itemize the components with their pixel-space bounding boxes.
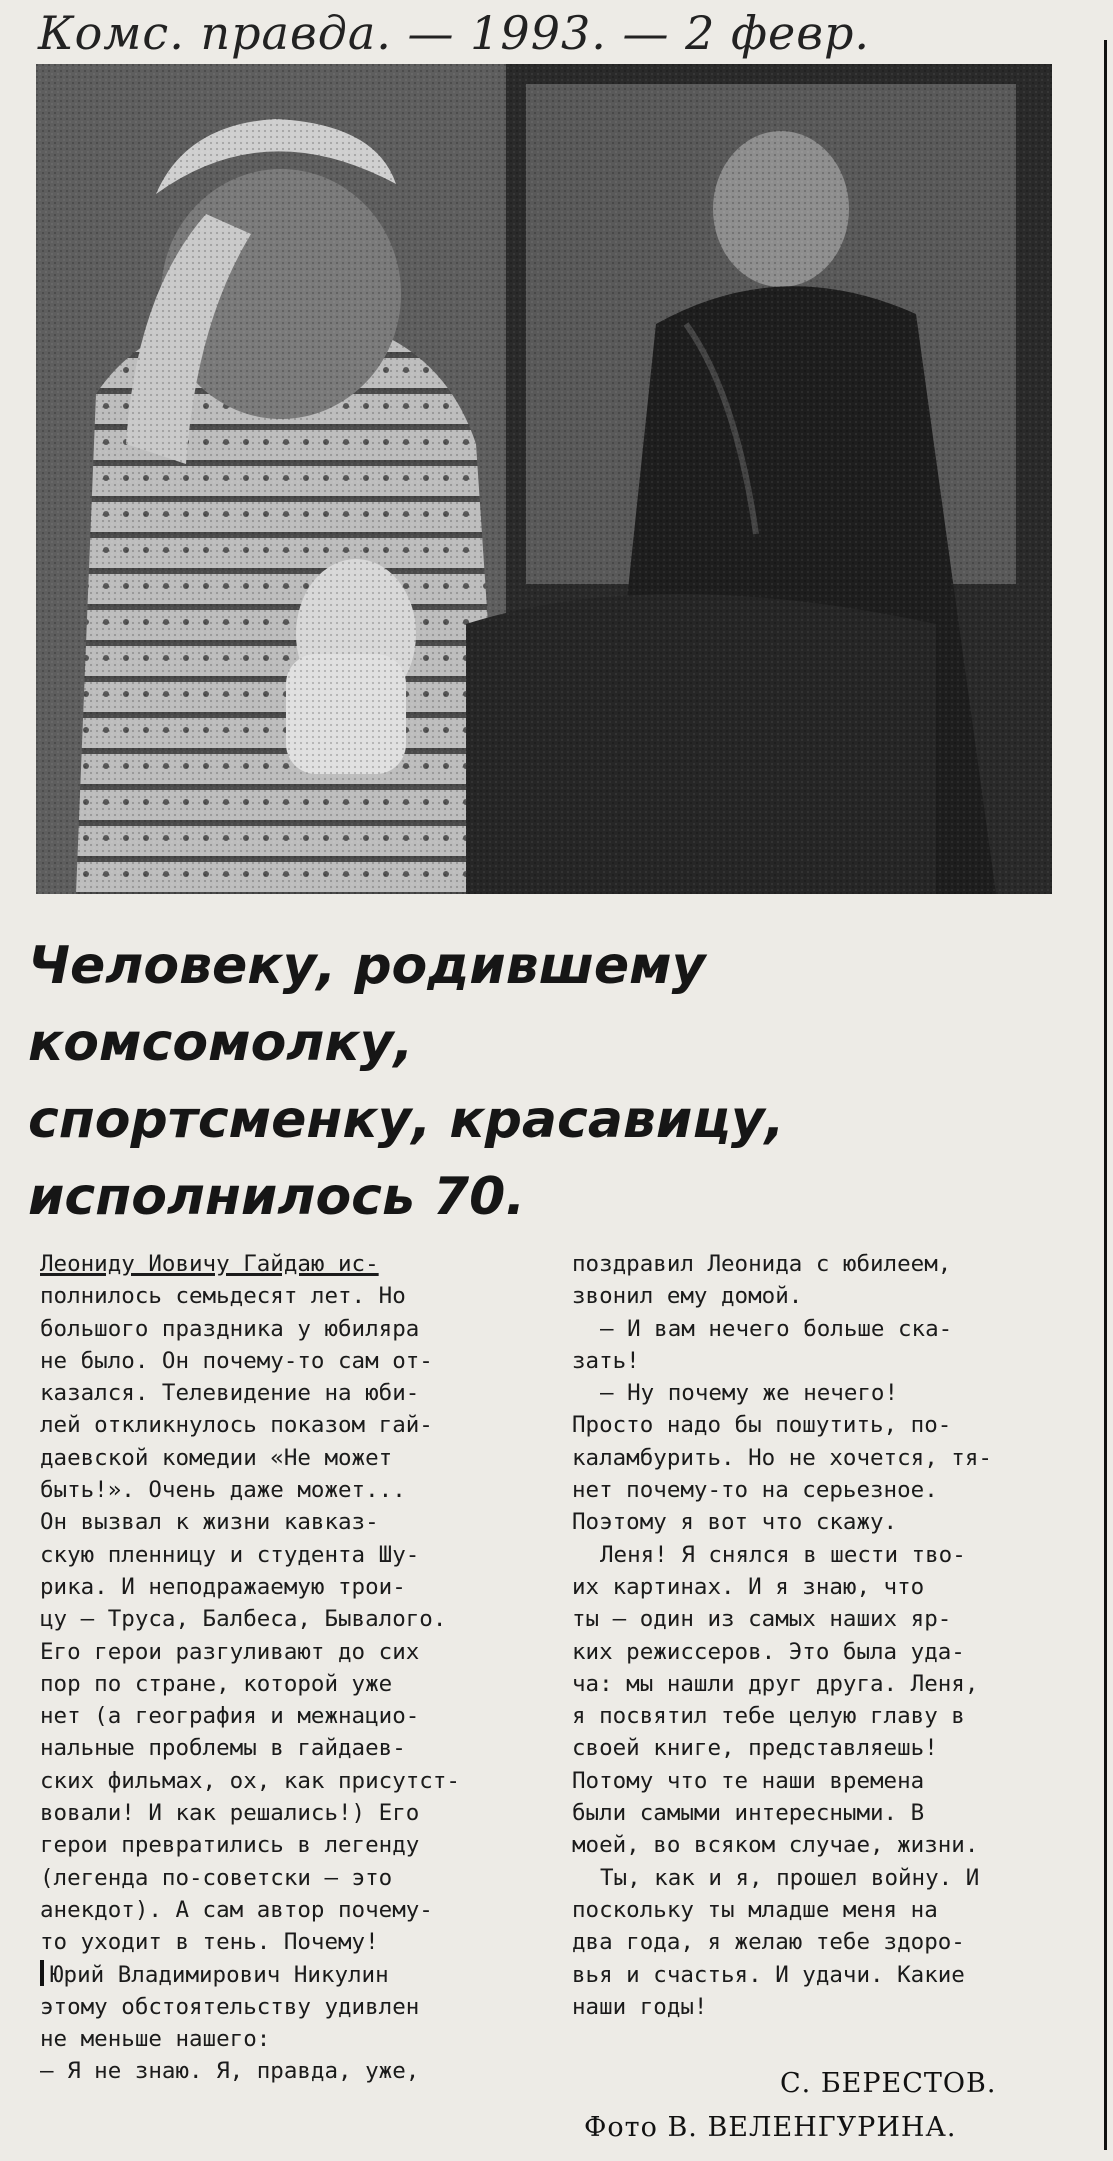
text-line: лей откликнулось показом гай- [40, 1412, 433, 1439]
headline-line: спортсменку, красавицу, [28, 1090, 785, 1150]
text-line: нет (а география и межнацио- [40, 1703, 420, 1730]
handwritten-source-note: Комс. правда. — 1993. — 2 февр. [38, 6, 871, 60]
text-line: своей книге, представляешь! [572, 1735, 938, 1762]
text-line-part: Леониду Иовичу Гайдаю ис- [40, 1251, 379, 1277]
headline-line: комсомолку, [28, 1013, 414, 1073]
text-line: полнилось семьдесят лет. Но [40, 1283, 406, 1310]
article-column-left [40, 1248, 540, 2088]
text-line: моей, во всяком случае, жизни. [572, 1832, 979, 1859]
text-line: звонил ему домой. [572, 1283, 803, 1310]
text-line: большого праздника у юбиляра [40, 1315, 420, 1342]
text-line: ких режиссеров. Это была уда- [572, 1638, 965, 1665]
text-line: зать! [572, 1347, 640, 1374]
text-line: Потому что те наши времена [572, 1767, 925, 1794]
text-line: рика. И неподражаемую трои- [40, 1573, 406, 1600]
article-column-right [572, 1248, 1100, 2023]
text-line-part: Юрий Владимирович Никулин [50, 1961, 389, 1988]
text-line [40, 1248, 540, 1280]
text-line: два года, я желаю тебе здоро- [572, 1929, 965, 1956]
text-line: Его герои разгуливают до сих [40, 1638, 420, 1665]
text-line: Он вызвал к жизни кавказ- [40, 1509, 379, 1536]
text-line: казался. Телевидение на юби- [40, 1380, 420, 1407]
text-line: (легенда по-советски — это [40, 1864, 393, 1891]
article-headline [28, 928, 928, 1236]
text-line: ты — один из самых наших яр- [572, 1606, 952, 1633]
text-line: герои превратились в легенду [40, 1832, 420, 1859]
text-line: поскольку ты младше меня на [572, 1896, 938, 1923]
clipping-edge [1104, 40, 1107, 2150]
text-line: поздравил Леонида с юбилеем, [572, 1251, 952, 1277]
text-line: этому обстоятельству удивлен [40, 1993, 420, 2020]
text-line: я посвятил тебе целую главу в [572, 1703, 965, 1730]
text-line: не меньше нашего: [40, 2026, 271, 2053]
text-line [40, 1959, 540, 1991]
text-line: — Я не знаю. Я, правда, уже, [40, 2058, 420, 2085]
text-line: нальные проблемы в гайдаев- [40, 1735, 406, 1762]
text-line: анекдот). А сам автор почему- [40, 1896, 433, 1923]
headline-line: Человеку, родившему [28, 936, 706, 996]
photo-credit: Фото В. ВЕЛЕНГУРИНА. [584, 2112, 957, 2143]
author-byline: С. БЕРЕСТОВ. [780, 2068, 997, 2099]
text-line: быть!». Очень даже может... [40, 1477, 406, 1504]
text-line: были самыми интересными. В [572, 1800, 925, 1827]
text-line: наши годы! [572, 1993, 708, 2020]
text-line: их картинах. И я знаю, что [572, 1573, 925, 1600]
text-line: не было. Он почему-то сам от- [40, 1347, 433, 1374]
text-line: вовали! И как решались!) Его [40, 1800, 420, 1827]
text-line: Леня! Я снялся в шести тво- [600, 1541, 966, 1568]
text-line: Поэтому я вот что скажу. [572, 1509, 898, 1536]
text-line: Ты, как и я, прошел войну. И [600, 1864, 980, 1891]
headline-line: исполнилось 70. [28, 1167, 526, 1227]
text-line: пор по стране, которой уже [40, 1670, 393, 1697]
text-line: ских фильмах, ох, как присутст- [40, 1767, 460, 1794]
margin-mark [40, 1960, 44, 1986]
text-line: — Ну почему же нечего! [600, 1380, 899, 1407]
text-line: вья и счастья. И удачи. Какие [572, 1961, 965, 1988]
article-photo [36, 64, 1052, 894]
text-line: даевской комедии «Не может [40, 1444, 393, 1471]
photo-image [36, 64, 1052, 894]
text-line: цу — Труса, Балбеса, Бывалого. [40, 1606, 447, 1633]
text-line: скую пленницу и студента Шу- [40, 1541, 420, 1568]
text-line: каламбурить. Но не хочется, тя- [572, 1444, 992, 1471]
text-line: ча: мы нашли друг друга. Леня, [572, 1670, 979, 1697]
text-line: — И вам нечего больше ска- [600, 1315, 953, 1342]
text-line: то уходит в тень. Почему! [40, 1929, 379, 1956]
text-line: Просто надо бы пошутить, по- [572, 1412, 952, 1439]
text-line: нет почему-то на серьезное. [572, 1477, 938, 1504]
